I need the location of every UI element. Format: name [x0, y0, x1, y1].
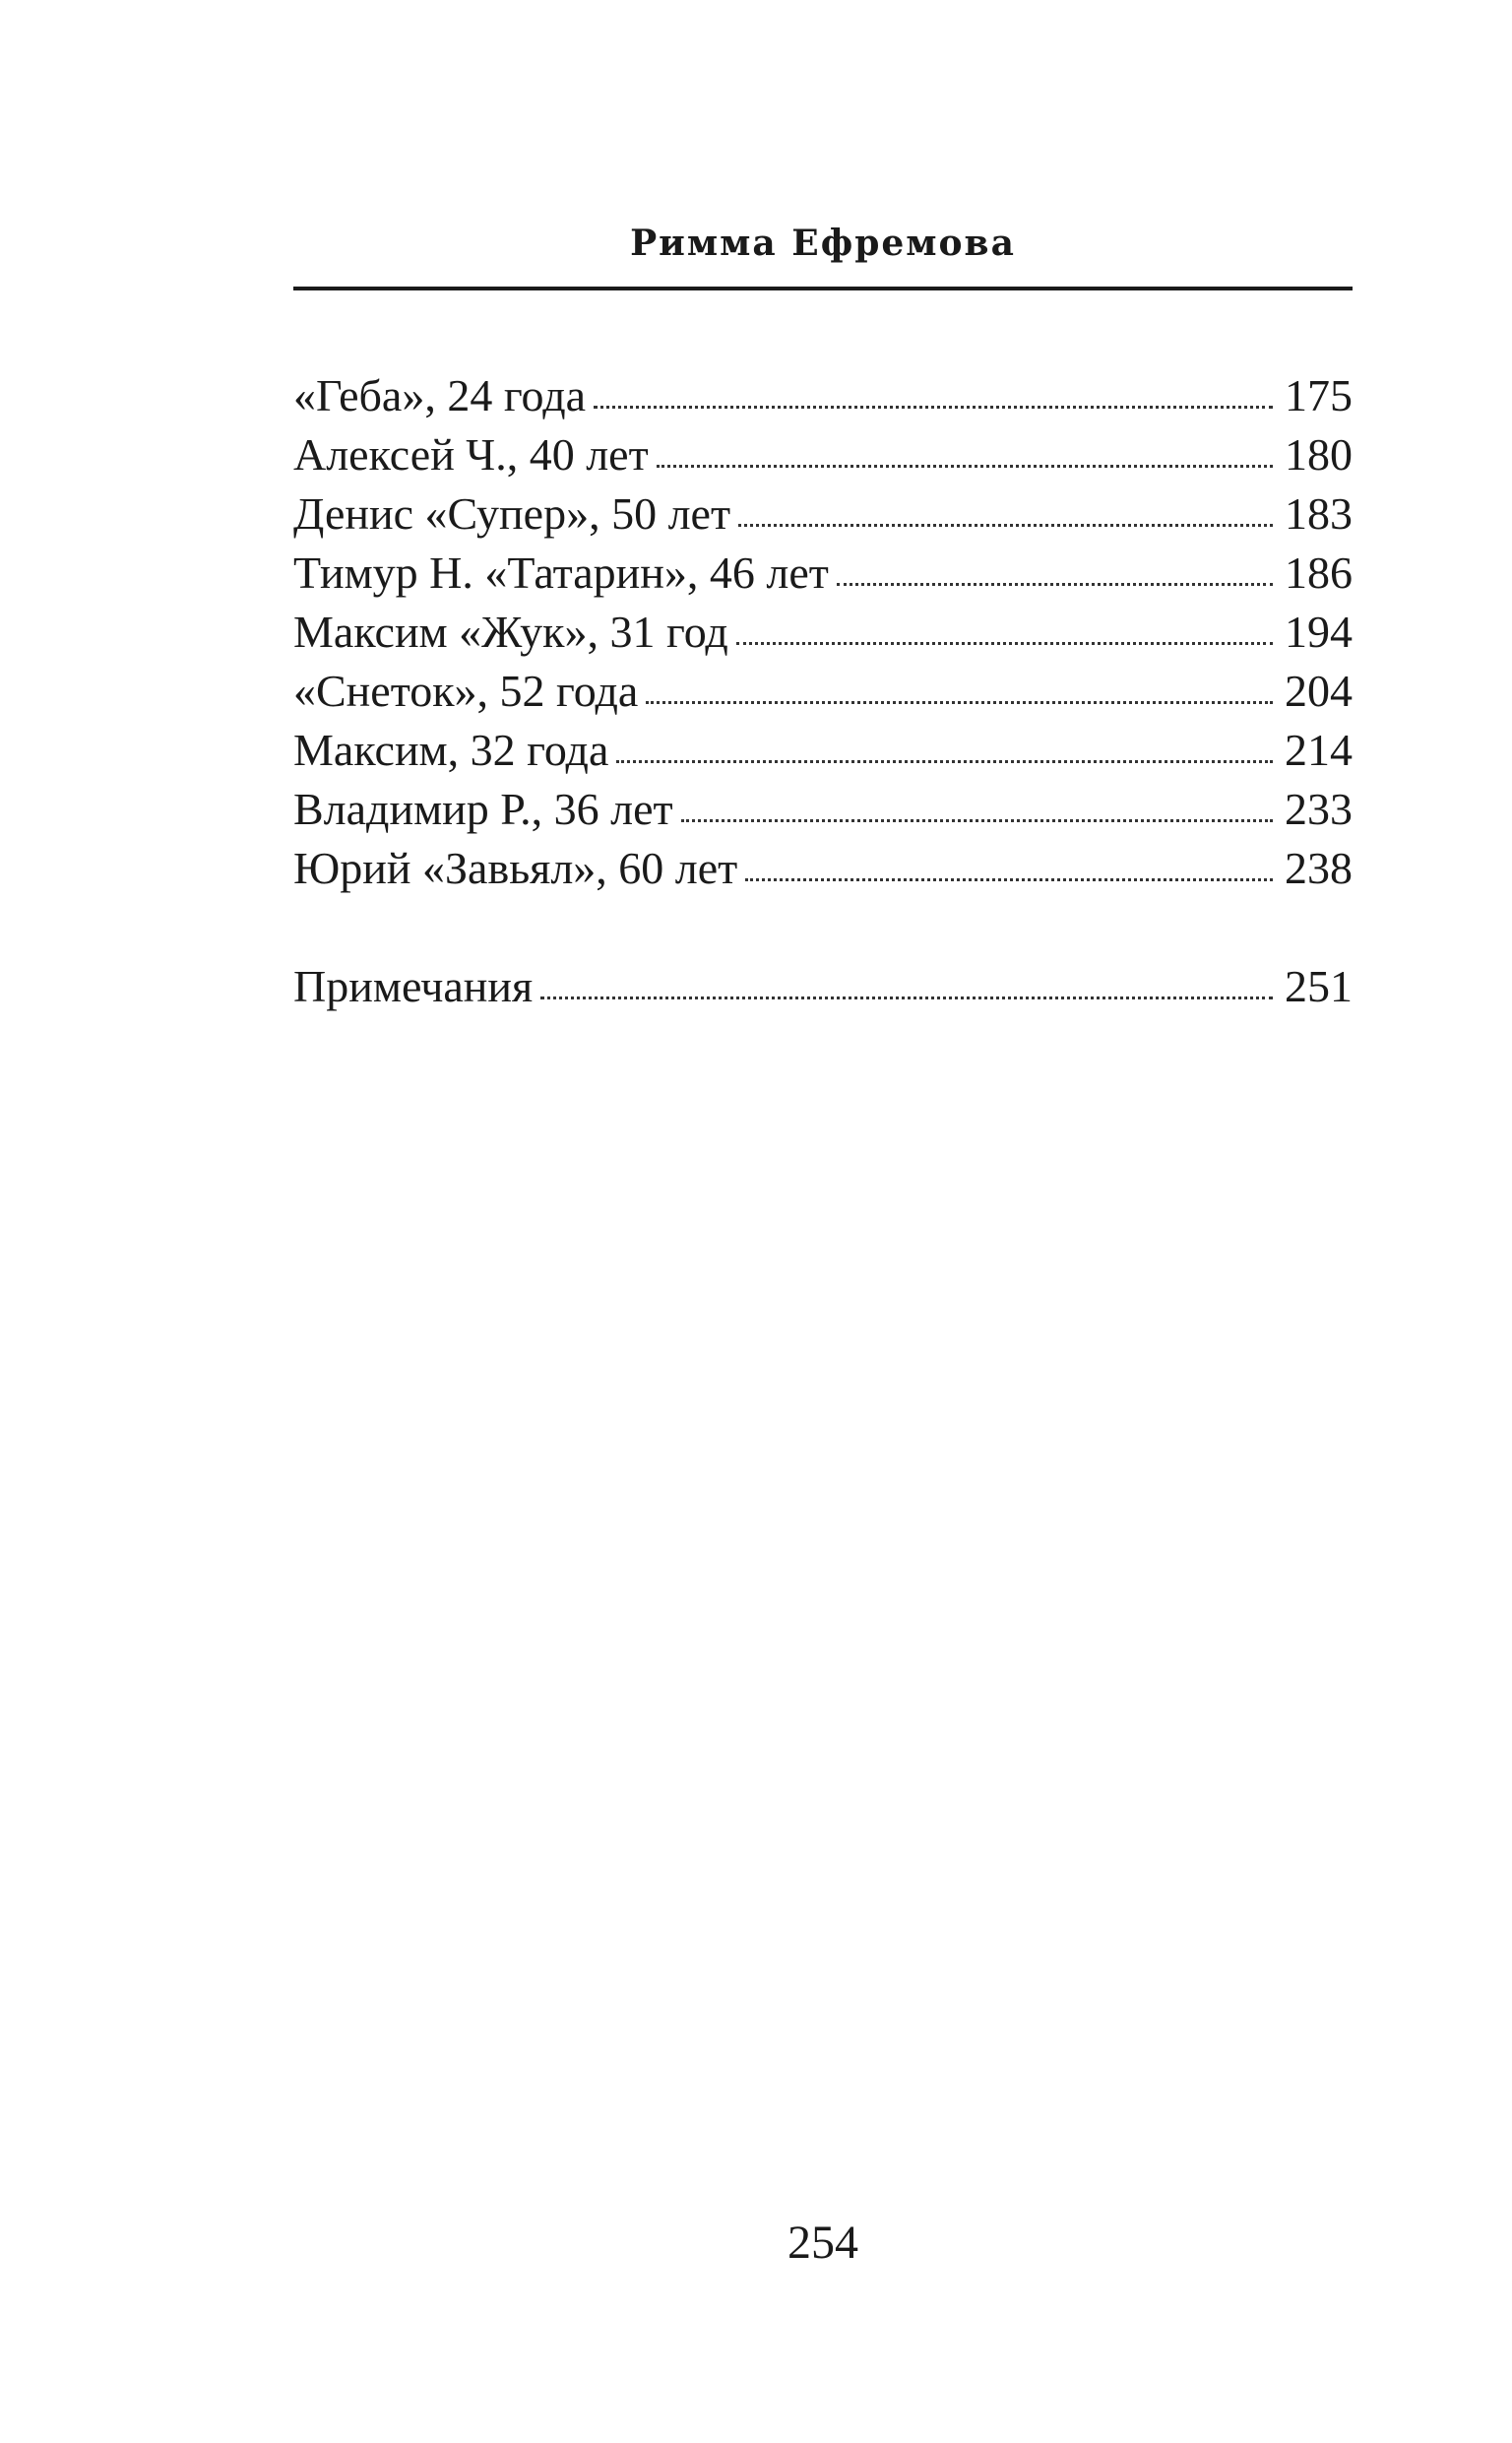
- toc-entry-title: Примечания: [293, 961, 534, 1011]
- toc-entry-page: 233: [1285, 784, 1353, 834]
- toc-entry: [293, 603, 1353, 662]
- toc-dot-leader: [738, 524, 1273, 527]
- toc-entry: [293, 662, 1353, 721]
- toc-entry: [293, 721, 1353, 780]
- toc-entry: [293, 366, 1353, 425]
- toc-entry: [293, 544, 1353, 603]
- toc-entry-page: 175: [1285, 370, 1353, 420]
- toc-entry-page: 238: [1285, 843, 1353, 893]
- toc-entry-page: 183: [1285, 488, 1353, 539]
- toc-dot-leader: [657, 465, 1273, 468]
- toc-entry-title: «Геба», 24 года: [293, 370, 587, 420]
- page-number: 254: [788, 2217, 858, 2269]
- running-head-author: Римма Ефремова: [630, 223, 1016, 264]
- toc-entry-page: 204: [1285, 666, 1353, 716]
- toc-entry-title: Денис «Супер», 50 лет: [293, 488, 731, 539]
- toc-entry: [293, 780, 1353, 839]
- toc-entry-title: Максим «Жук», 31 год: [293, 607, 728, 657]
- toc-dot-leader: [594, 406, 1273, 409]
- toc-entry-page: 194: [1285, 607, 1353, 657]
- toc-entry-title: «Снеток», 52 года: [293, 666, 639, 716]
- toc-entry-title: Юрий «Завьял», 60 лет: [293, 843, 738, 893]
- toc-dot-leader: [837, 583, 1273, 586]
- toc-dot-leader: [616, 760, 1273, 763]
- toc-entry-page: 180: [1285, 429, 1353, 480]
- toc-entry-title: Владимир Р., 36 лет: [293, 784, 673, 834]
- toc-dot-leader: [745, 878, 1273, 881]
- toc-entry-title: Тимур Н. «Татарин», 46 лет: [293, 547, 829, 598]
- toc-entry-page: 251: [1285, 961, 1353, 1011]
- header-rule: [293, 287, 1353, 290]
- toc-entry-title: Максим, 32 года: [293, 725, 609, 775]
- toc-entry-notes: [293, 957, 1353, 1016]
- toc-entry-page: 186: [1285, 547, 1353, 598]
- toc-entry: [293, 425, 1353, 484]
- toc-entry-page: 214: [1285, 725, 1353, 775]
- table-of-contents: [293, 366, 1353, 1016]
- toc-dot-leader: [736, 642, 1273, 645]
- toc-entry: [293, 484, 1353, 544]
- toc-dot-leader: [646, 701, 1273, 704]
- toc-dot-leader: [540, 996, 1273, 999]
- toc-dot-leader: [681, 819, 1273, 822]
- toc-entry-title: Алексей Ч., 40 лет: [293, 429, 649, 480]
- toc-entry: [293, 839, 1353, 898]
